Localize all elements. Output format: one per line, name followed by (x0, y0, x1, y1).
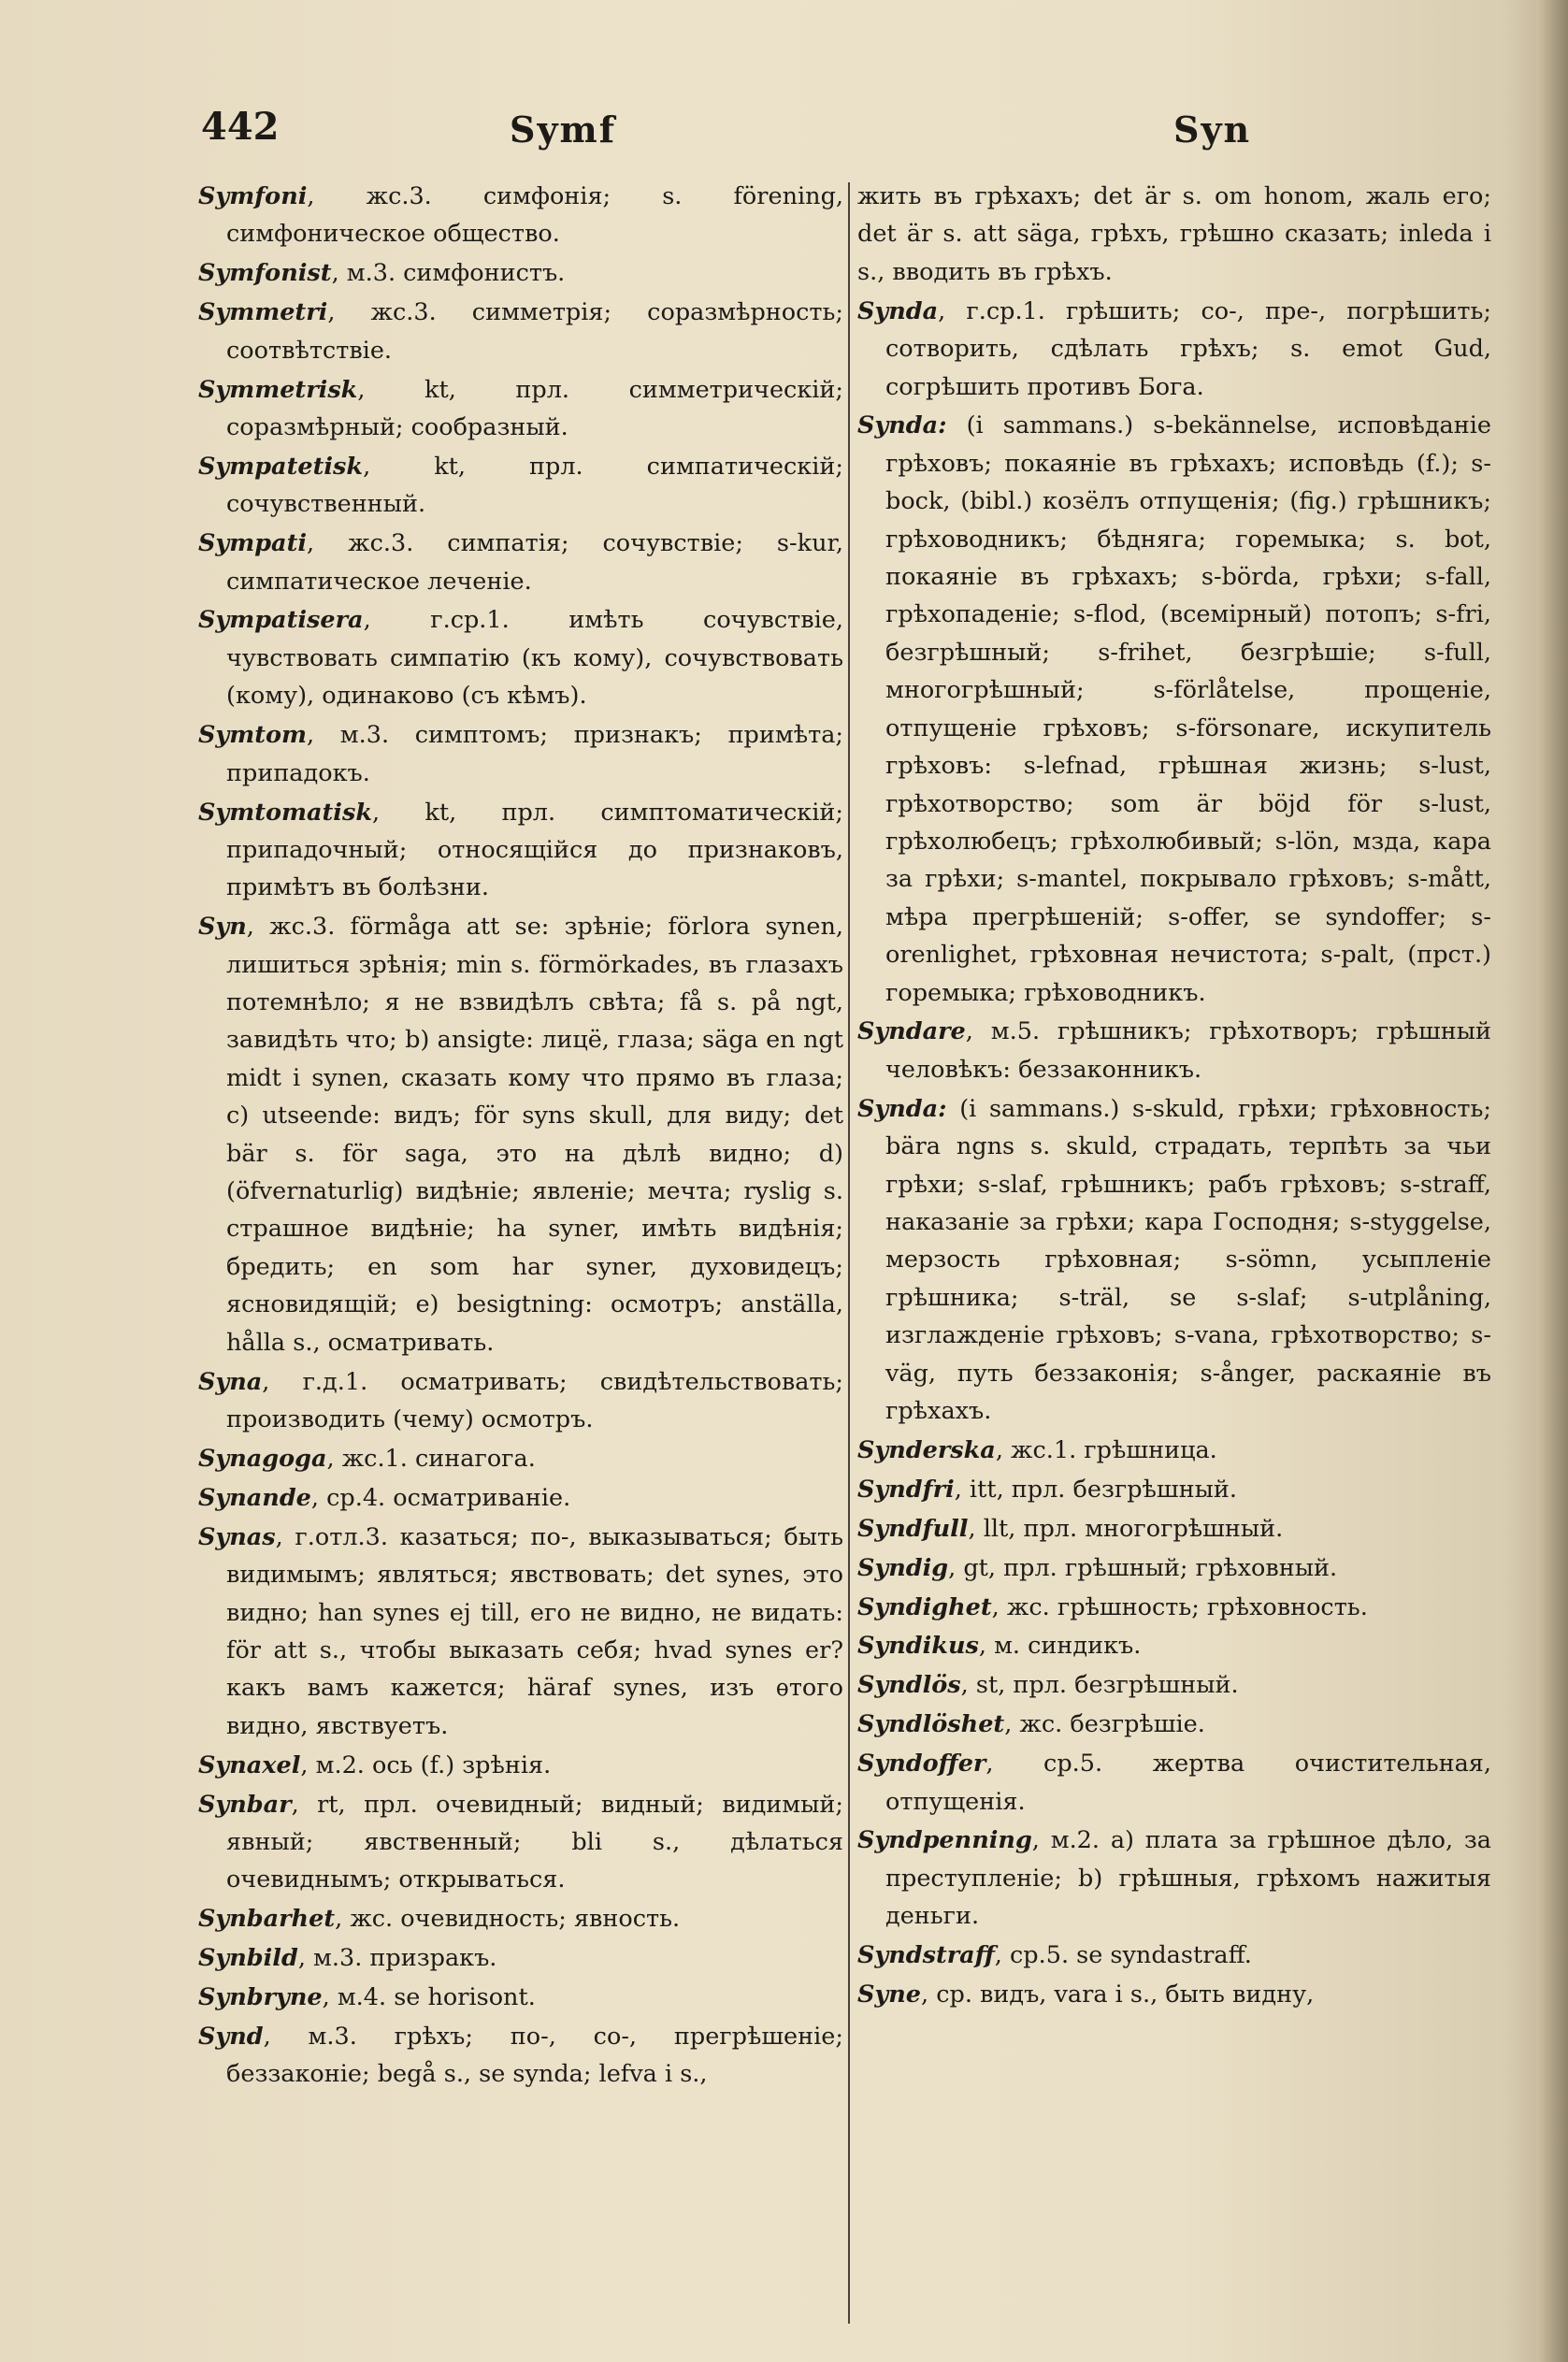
entry-headword: Synda: (857, 411, 947, 440)
book-edge (1536, 0, 1568, 2362)
entry-headword: Synaxel (198, 1750, 301, 1779)
guide-word-right: Syn (1173, 108, 1252, 151)
entry-definition: жить въ грѣхахъ; det är s. om honom, жаль его; det är s. att säga, грѣхъ, грѣшно сказать; inleda i s., вводить въ грѣхъ. (857, 182, 1491, 286)
entry-headword: Synda (857, 296, 939, 325)
dictionary-entry (857, 1627, 1491, 1664)
entry-definition: , м.3. грѣхъ; по-, со-, прегрѣшеніе; беззаконіе; begå s., se synda; lefva i s., (226, 2023, 843, 2089)
dictionary-entry (198, 1440, 843, 1477)
dictionary-entry (198, 178, 843, 253)
entry-headword: Symmetri (198, 298, 328, 327)
dictionary-entry (198, 716, 843, 792)
entry-definition: (i sammans.) s-bekännelse, исповѣданіе грѣховъ; покаяніе въ грѣхахъ; исповѣдь (f.); s-bock, (bibl.) козёлъ отпущенія; (fig.) грѣшникъ; грѣховодникъ; бѣдняга; горемыка; s. bot, покаяніе въ грѣхахъ; s-börda, грѣхи; s-fall, грѣхопаденіе; s-flod, (всемірный) потопъ; s-fri, безгрѣшный; s-frihet, безгрѣшіе; s-full, многогрѣшный; s-förlåtelse, прощеніе, отпущеніе грѣховъ; s-försonare, искупитель грѣховъ: s-lefnad, грѣшная жизнь; s-lust, грѣхотворство; som är böjd för s-lust, грѣхолюбецъ; грѣхолюбивый; s-lön, мзда, кара за грѣхи; s-mantel, покрывало грѣховъ; s-mått, мѣра прегрѣшеній; s-offer, se syndoffer; s-orenlighet, грѣховная нечистота; s-palt, (прст.) горемыка; грѣховодникъ. (885, 411, 1491, 1007)
dictionary-entry (857, 1471, 1491, 1508)
left-column (198, 178, 843, 2347)
dictionary-entry (198, 601, 843, 714)
entry-headword: Synbild (198, 1944, 298, 1973)
dictionary-entry (198, 1786, 843, 1899)
entry-definition: (i sammans.) s-skuld, грѣхи; грѣховность; bära ngns s. skuld, страдать, терпѣть за чьи грѣхи; s-slaf, грѣшникъ; рабъ грѣховъ; s-straff, наказаніе за грѣхи; кара Господня; s-styggelse, мерзость грѣховная; s-sömn, усыпленіе грѣшника; s-träl, se s-slaf; s-utplåning, изглажденіе грѣховъ; s-vana, грѣхотворство; s-väg, путь беззаконія; s-ånger, раскаяніе въ грѣхахъ. (885, 1094, 1491, 1425)
entry-definition: , жс.3. симметрія; соразмѣрность; соотвѣтствіе. (226, 298, 843, 365)
entry-headword: Symfonist (198, 259, 332, 288)
entry-headword: Symtom (198, 721, 307, 750)
entry-definition: , м.3. симфонистъ. (331, 259, 566, 288)
dictionary-entry (198, 1939, 843, 1977)
dictionary-entry (198, 525, 843, 600)
entry-definition: , м.2. ось (f.) зрѣнія. (300, 1750, 552, 1779)
entry-definition: , м.2. a) плата за грѣшное дѣло, за преступленіе; b) грѣшныя, грѣхомъ нажитыя деньги. (885, 1826, 1491, 1931)
entry-headword: Synda: (857, 1094, 947, 1123)
entry-headword: Symmetrisk (198, 375, 358, 404)
entry-headword: Synas (198, 1522, 276, 1551)
entry-definition: , жс.1. синагога. (326, 1444, 536, 1473)
entry-headword: Synderska (857, 1435, 996, 1464)
entry-definition: , ср.5. se syndastraff. (994, 1941, 1252, 1970)
entry-definition: , г.отл.3. казаться; по-, выказываться; быть видимымъ; являться; явствовать; det synes, это видно; han synes ej till, его не видно, не видать: för att s., чтобы выказать себя; hvad synes er? какъ вамъ кажется; häraf synes, изъ ѳтого видно, явствуетъ. (226, 1522, 843, 1740)
entry-definition: , м. синдикъ. (978, 1632, 1142, 1661)
entry-definition: , жс. безгрѣшіе. (1004, 1710, 1205, 1739)
dictionary-entry (198, 1479, 843, 1517)
entry-headword: Syne (857, 1980, 921, 2009)
dictionary-entry (198, 294, 843, 369)
entry-headword: Syndpenning (857, 1826, 1032, 1855)
entry-headword: Sympatetisk (198, 452, 364, 481)
dictionary-entry (198, 1519, 843, 1745)
entry-definition: , жс.3. симфонія; s. förening, симфоническое общество. (226, 182, 843, 249)
dictionary-entry (857, 1937, 1491, 1974)
dictionary-entry (198, 794, 843, 907)
column-divider (848, 182, 850, 2324)
entry-definition: , м.3. призракъ. (297, 1944, 497, 1973)
dictionary-entry (198, 908, 843, 1361)
entry-headword: Symtomatisk (198, 798, 372, 827)
dictionary-entry (857, 1549, 1491, 1587)
entry-headword: Syndighet (857, 1592, 992, 1621)
entry-definition: , г.ср.1. имѣть сочувствіе, чувствовать симпатію (къ кому), сочувствовать (кому), одинаково (съ кѣмъ). (226, 606, 843, 711)
entry-definition: , ср.4. осматриваніе. (310, 1483, 571, 1512)
dictionary-entry (198, 2018, 843, 2094)
dictionary-entry (857, 293, 1491, 406)
entry-headword: Syndare (857, 1017, 966, 1046)
entry-headword: Synagoga (198, 1444, 327, 1473)
guide-word-left: Symf (510, 108, 617, 151)
entry-headword: Synd (198, 2023, 264, 2051)
entry-headword: Synbar (198, 1790, 292, 1819)
entry-headword: Synbarhet (198, 1905, 336, 1934)
entry-definition: , llt, прл. многогрѣшный. (968, 1514, 1284, 1543)
entry-headword: Sympati (198, 529, 308, 558)
entry-definition: , г.ср.1. грѣшить; со-, пре-, погрѣшить; сотворить, сдѣлать грѣхъ; s. emot Gud, согрѣшить противъ Бога. (885, 296, 1491, 401)
dictionary-entry (857, 1976, 1491, 2013)
entry-headword: Syndlöshet (857, 1710, 1005, 1739)
entry-definition: , м.3. симптомъ; признакъ; примѣта; припадокъ. (226, 721, 843, 787)
entry-headword: Synbryne (198, 1983, 323, 2012)
entry-definition: , м.5. грѣшникъ; грѣхотворъ; грѣшный человѣкъ: беззаконникъ. (885, 1017, 1491, 1084)
dictionary-entry (857, 1090, 1491, 1431)
entry-headword: Syndoffer (857, 1750, 986, 1779)
dictionary-entry (198, 254, 843, 292)
entry-definition: , ср.5. жертва очистительная, отпущенія. (885, 1750, 1491, 1816)
entry-definition: , жс.3. förmåga att se: зрѣніе; förlora synen, лишиться зрѣнія; min s. förmörkades, въ глазахъ потемнѣло; я не взвидѣлъ свѣта; få s. på ngt, завидѣть что; b) ansigte: лицё, глаза; säga en ngt midt i synen, сказать кому что прямо въ глаза; c) utseende: видъ; för syns skull, для виду; det bär s. för saga, это на дѣлѣ видно; d) (öfvernaturlig) видѣніе; явленіе; мечта; ryslig s. страшное видѣніе; ha syner, имѣть видѣнія; бредить; en som har syner, духовидецъ; ясновидящій; e) besigtning: осмотръ; anställa, hålla s., осматривать. (226, 913, 843, 1357)
entry-definition: , gt, прл. грѣшный; грѣховный. (948, 1553, 1338, 1582)
entry-definition: , жс.3. симпатія; сочувствіе; s-kur, симпатическое леченіе. (226, 529, 843, 596)
entry-definition: , жс.1. грѣшница. (995, 1435, 1217, 1464)
entry-headword: Syndstraff (857, 1941, 995, 1970)
dictionary-entry (857, 1745, 1491, 1821)
entry-definition: , itt, прл. безгрѣшный. (954, 1475, 1238, 1504)
entry-headword: Syndig (857, 1553, 949, 1582)
dictionary-entry (857, 1589, 1491, 1626)
entry-definition: , м.4. se horisont. (322, 1983, 536, 2012)
entry-definition: , kt, прл. симметрическій; соразмѣрный; сообразный. (226, 375, 843, 441)
dictionary-entry (198, 1979, 843, 2016)
entry-definition: , kt, прл. симптоматическій; припадочный; относящійся до признаковъ, примѣтъ въ болѣзни. (226, 798, 843, 902)
dictionary-entry (857, 1666, 1491, 1704)
entry-headword: Syndikus (857, 1632, 979, 1661)
dictionary-entry (198, 1363, 843, 1439)
entry-headword: Sympatisera (198, 606, 364, 635)
entry-definition: , st, прл. безгрѣшный. (960, 1671, 1239, 1700)
page-number: 442 (201, 105, 280, 149)
dictionary-entry (857, 407, 1491, 1012)
entry-headword: Symfoni (198, 182, 308, 210)
entry-definition: , kt, прл. симпатическій; сочувственный. (226, 452, 843, 519)
right-column (857, 178, 1491, 2347)
entry-definition: , ср. видъ, vara i s., быть видну, (921, 1980, 1315, 2009)
entry-headword: Syndfri (857, 1475, 955, 1504)
entry-headword: Syn (198, 913, 247, 942)
dictionary-entry (198, 371, 843, 447)
entry-headword: Syndlös (857, 1671, 961, 1700)
dictionary-entry (198, 1747, 843, 1784)
dictionary-entry (857, 1822, 1491, 1935)
dictionary-entry (857, 1510, 1491, 1548)
page-header (201, 105, 1487, 161)
dictionary-entry (857, 1013, 1491, 1088)
entry-headword: Synande (198, 1483, 311, 1512)
dictionary-entry (857, 1706, 1491, 1743)
entry-definition: , rt, прл. очевидный; видный; видимый; явный; явственный; bli s., дѣлаться очевиднымъ; открываться. (226, 1790, 843, 1894)
entry-headword: Syndfull (857, 1514, 969, 1543)
dictionary-entry (198, 1900, 843, 1937)
dictionary-entry (198, 448, 843, 524)
entry-definition: , жс. грѣшность; грѣховность. (991, 1592, 1368, 1621)
dictionary-entry (857, 1432, 1491, 1469)
entry-headword: Syna (198, 1367, 263, 1396)
entry-definition: , жс. очевидность; явность. (335, 1905, 681, 1934)
entry-definition: , г.д.1. осматривать; свидѣтельствовать; производить (чему) осмотръ. (226, 1367, 843, 1433)
dictionary-entry (857, 178, 1491, 291)
